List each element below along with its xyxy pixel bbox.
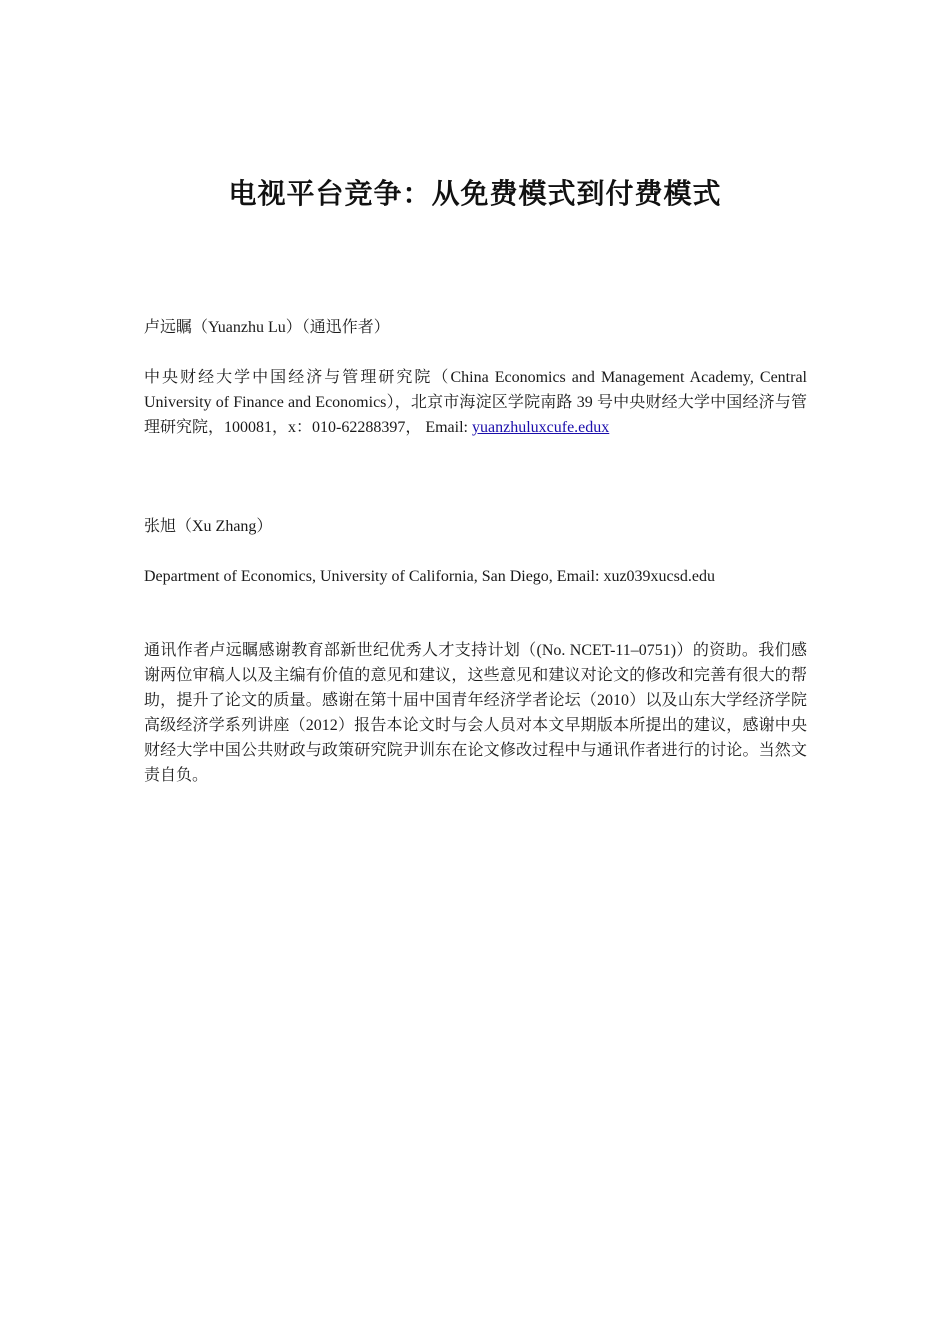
paper-title: 电视平台竞争：从免费模式到付费模式: [228, 179, 722, 210]
author-1-name: 卢远瞩（Yuanzhu Lu）（通迅作者）: [144, 319, 390, 336]
author-2-name: 张旭（Xu Zhang）: [144, 518, 273, 535]
acknowledgement-paragraph: 通讯作者卢远瞩感谢教育部新世纪优秀人才支持计划（(No. NCET-11–0751)）的资助。我们感谢两位审稿人以及主编有价值的意见和建议，这些意见和建议对论文的修改和完善有很大的帮助，提升了论文的质量。感谢在第十届中国青年经济学者论坛（2010）以及山东大学经济学院高级经济学系列讲座（2012）报告本论文时与会人员对本文早期版本所提出的建议，感谢中央财经大学中国公共财政与政策研究院尹训东在论文修改过程中与通讯作者进行的讨论。当然文责自负。: [144, 642, 807, 784]
author-1-affiliation-text: 中央财经大学中国经济与管理研究院（China Economics and Management Academy, Central University of Finance and Economics），北京市海淀区学院南路 39 号中央财经大学中国经济与管理研究院，100081，x：010-62288397， Email:: [144, 369, 807, 436]
author-1-email-link[interactable]: yuanzhuluxcufe.edux: [472, 419, 610, 436]
author-1-affiliation: [144, 365, 807, 440]
author-2-affiliation: Department of Economics, University of California, San Diego, Email: xuz039xucsd.edu: [144, 568, 715, 585]
